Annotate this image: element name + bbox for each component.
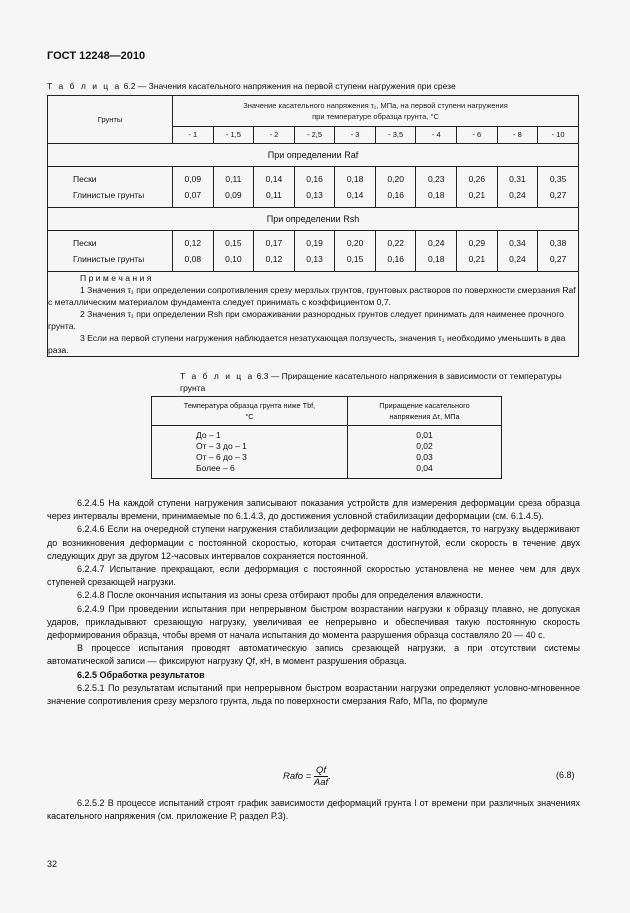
page-number: 32 <box>47 859 58 869</box>
value-cell: 0,16 <box>387 254 404 264</box>
range-cell: Более – 6 <box>196 463 235 473</box>
paragraph-6-2-5-2: 6.2.5.2 В процессе испытаний строят график зависимости деформаций грунта l от времени при различных значениях касательного напряжения (см. приложение Р, раздел Р.3). <box>47 798 580 822</box>
temp-cell: - 6 <box>457 127 498 144</box>
note-1: 1 Значения τ₁ при определении сопротивления срезу мерзлых грунтов, грунтовых растворов по поверхности смерзания Rаf с металлическим материалом фундамента следует принимать с коэффициентом 0,7. <box>48 285 576 307</box>
row-label: Глинистые грунты <box>73 254 145 264</box>
value-cell: 0,23 <box>427 174 445 184</box>
value-cell: 0,24 <box>509 190 526 200</box>
value-cell: 0,18 <box>427 190 445 200</box>
value-cell: 0,13 <box>306 190 323 200</box>
range-cell: До – 1 <box>196 430 221 440</box>
value-cell: 0,14 <box>346 190 364 200</box>
col-header-increment: Приращение касательного напряжения Δτ, МПа <box>348 397 502 426</box>
equation-number: (6.8) <box>556 770 575 780</box>
value-cell: 0,20 <box>387 174 404 184</box>
paragraph-6-2-5-1: 6.2.5.1 По результатам испытаний при непрерывном быстром возрастании нагрузки определяют условно-мгновенное значение сопротивления срезу мерзлого грунта, льда по поверхности смерзания Rafo, МПа, по формуле <box>47 682 580 707</box>
paragraph-automatic-record: В процессе испытания проводят автоматическую запись срезающей нагрузки, а при отсутствии системы автоматической записи — фиксируют нагрузку Qf, кН, в момент разрушения образца. <box>47 643 580 667</box>
value-cell: 0,17 <box>265 238 283 248</box>
formula-6-8: Rafo = $\frac{Qf}{\text{Aaf}}$ . <box>283 765 331 788</box>
col-header-soils: Грунты <box>48 96 173 144</box>
range-cell: От – 3 до – 1 <box>196 441 247 451</box>
paragraph-6-2-4-5: 6.2.4.5 На каждой ступени нагружения записывают показания устройств для измерения деформации среза образца через интервалы времени, принимаемые по 6.1.4.3, до достижения условной стабилизации деформации (см. 6.1.4.5). <box>47 498 580 522</box>
temp-cell: - 2 <box>254 127 295 144</box>
value-cell: 0,16 <box>306 174 323 184</box>
formula-fraction <box>314 765 328 788</box>
section-heading-6-2-5: 6.2.5 Обработка результатов <box>77 669 205 680</box>
value-cell: 0,35 <box>549 174 567 184</box>
value-cell: 0,08 <box>184 254 202 264</box>
formula-denominator: Aaf <box>313 777 329 788</box>
value-cell: 0,18 <box>427 254 445 264</box>
table-row <box>152 426 502 479</box>
value-cell: 0,16 <box>387 190 404 200</box>
table-notes <box>48 272 579 357</box>
table-6-3 <box>151 396 502 479</box>
document-header: ГОСТ 12248—2010 <box>47 50 146 62</box>
value-cell: 0,12 <box>184 238 202 248</box>
table63-caption: Т а б л и ц а 6.3 — Приращение касательного напряжения в зависимости от температуры грунта <box>180 371 562 393</box>
value-cell: 0,38 <box>549 238 567 248</box>
value-cell: 0,21 <box>468 254 486 264</box>
value-cell: 0,27 <box>549 254 567 264</box>
value-cell: 0,03 <box>416 452 433 462</box>
value-cell: 0,20 <box>346 238 364 248</box>
temp-cell: - 10 <box>538 127 579 144</box>
value-cell: 0,27 <box>549 190 567 200</box>
section-label-raf: При определении Rаf <box>48 144 579 167</box>
value-cell: 0,02 <box>416 441 433 451</box>
section-label-rsh: При определении Rsh <box>48 208 579 231</box>
paragraph-6-2-4-6: 6.2.4.6 Если на очередной ступени нагружения стабилизации деформации не наблюдается, то нагрузку выдерживают до возникновения деформации с постоянной скоростью, которая считается достигнутой, если скорость в течение двух следующих друг за другом 12-часовых интервалов сохраняется постоянной. <box>47 524 580 561</box>
value-cell: 0,01 <box>416 430 433 440</box>
value-cell: 0,09 <box>225 190 242 200</box>
table-6-2 <box>47 95 579 357</box>
value-cell: 0,22 <box>387 238 404 248</box>
paragraph-6-2-4-7: 6.2.4.7 Испытание прекращают, если деформация с постоянной скоростью установлена не менее чем для двух ступеней срезающей нагрузки. <box>47 564 580 588</box>
body-text <box>47 497 580 708</box>
temp-cell: - 1 <box>173 127 214 144</box>
row-label: Глинистые грунты <box>73 190 145 200</box>
value-cell: 0,29 <box>468 238 486 248</box>
temp-cell: - 3 <box>335 127 376 144</box>
table62-caption: Т а б л и ц а 6.2 — Значения касательного напряжения на первой ступени нагружения при срезе <box>47 81 456 91</box>
temp-cell: - 8 <box>497 127 538 144</box>
value-cell: 0,18 <box>346 174 364 184</box>
value-cell: 0,31 <box>509 174 526 184</box>
col-header-temperature: Температура образца грунта ниже Tbf, °С <box>152 397 348 426</box>
value-cell: 0,21 <box>468 190 486 200</box>
note-3: 3 Если на первой ступени нагружения наблюдается незатухающая ползучесть, значения τ₁ необходимо уменьшить в два раза. <box>48 333 566 355</box>
value-cell: 0,24 <box>427 238 445 248</box>
table-row <box>48 167 579 208</box>
value-cell: 0,11 <box>265 190 282 200</box>
temp-cell: - 2,5 <box>294 127 335 144</box>
row-label: Пески <box>73 238 97 248</box>
body-text-2 <box>47 797 580 823</box>
range-cell: От – 6 до – 3 <box>196 452 247 462</box>
notes-title: П р и м е ч а н и я <box>80 273 152 283</box>
value-cell: 0,34 <box>509 238 526 248</box>
table-row <box>48 231 579 272</box>
value-cell: 0,07 <box>184 190 202 200</box>
value-cell: 0,26 <box>468 174 486 184</box>
note-2: 2 Значения τ₁ при определении Rsh при смораживании разнородных грунтов следует принимать для наименее прочного грунта. <box>48 309 564 331</box>
value-cell: 0,12 <box>265 254 283 264</box>
value-cell: 0,04 <box>416 463 433 473</box>
value-cell: 0,09 <box>184 174 202 184</box>
formula-lhs: Rafo <box>283 771 304 783</box>
value-cell: 0,13 <box>306 254 323 264</box>
paragraph-6-2-4-8: 6.2.4.8 После окончания испытания из зоны среза отбирают пробы для определения влажности. <box>77 590 484 601</box>
temp-cell: - 3,5 <box>375 127 416 144</box>
value-cell: 0,15 <box>346 254 364 264</box>
row-label: Пески <box>73 174 97 184</box>
temp-cell: - 4 <box>416 127 457 144</box>
value-cell: 0,14 <box>265 174 283 184</box>
paragraph-6-2-4-9: 6.2.4.9 При проведении испытания при непрерывном быстром возрастании нагрузки к образцу плавно, не допуская ударов, прикладывают срезающую нагрузку, увеличивая ее непрерывно и обеспечивая такую постоянную скорость деформирования образца, чтобы время от начала испытания до момента разрушения образца составляло 20 — 40 с. <box>47 603 580 641</box>
value-cell: 0,11 <box>225 174 242 184</box>
value-cell: 0,10 <box>225 254 242 264</box>
col-header-values: Значение касательного напряжения τ₁, МПа, на первой ступени нагружения при температуре образца грунта, °С <box>173 96 579 127</box>
value-cell: 0,15 <box>225 238 242 248</box>
formula-numerator: Qf <box>314 765 328 777</box>
value-cell: 0,19 <box>306 238 323 248</box>
value-cell: 0,24 <box>509 254 526 264</box>
temp-cell: - 1,5 <box>213 127 254 144</box>
